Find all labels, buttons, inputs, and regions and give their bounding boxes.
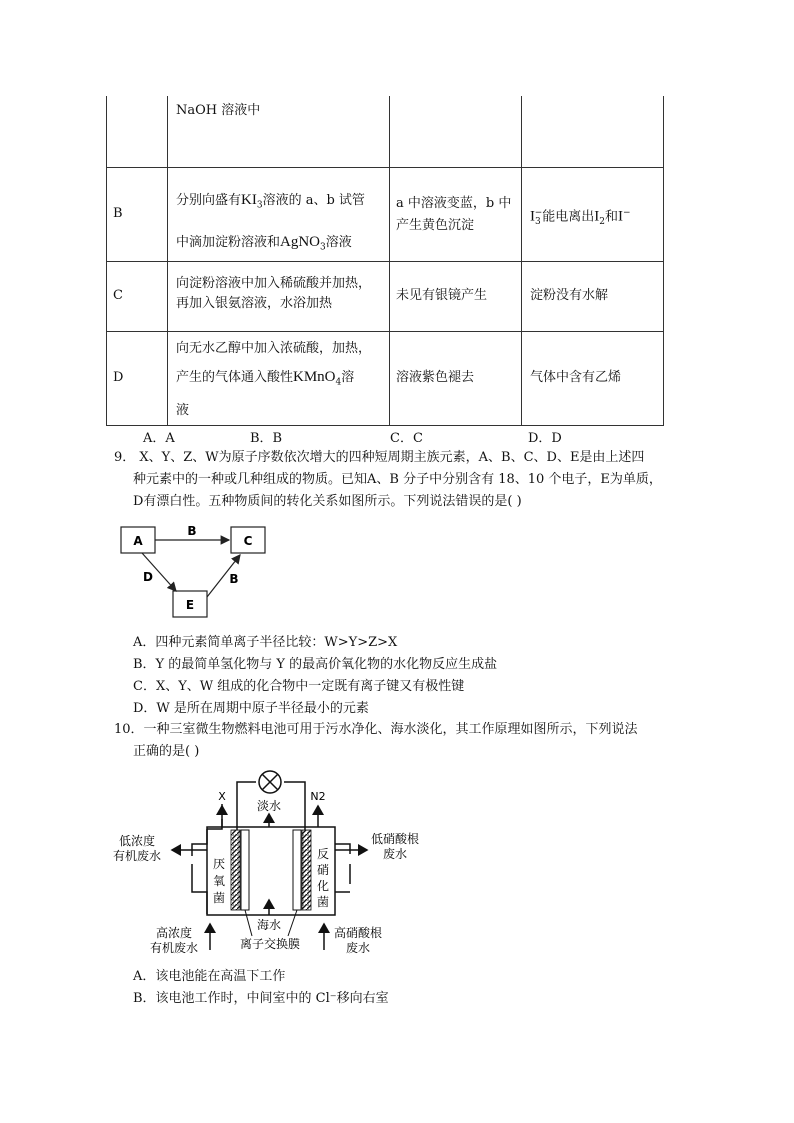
q9-option-b: B．Y 的最简单氢化物与 Y 的最高价氧化物的水化物反应生成盐	[133, 657, 498, 672]
label-denitrify-3: 化	[316, 879, 330, 893]
row-label-b: B	[113, 206, 123, 221]
node-c-label: C	[243, 534, 253, 548]
label-high-organic-2: 有机废水	[149, 941, 199, 955]
label-anaerobic-3: 菌	[212, 891, 226, 905]
anode-electrode	[231, 830, 240, 910]
label-high-nitrate-2: 废水	[345, 941, 371, 955]
right-ion-membrane	[293, 830, 301, 910]
label-x: X	[218, 790, 226, 803]
label-denitrify-2: 硝	[316, 863, 330, 877]
label-low-organic-1: 低浓度	[118, 834, 156, 848]
q10-fuel-cell-diagram	[112, 764, 432, 964]
row-label-d: D	[113, 370, 124, 385]
q9-stem-line2: 种元素中的一种或几种组成的物质。已知A、B 分子中分别含有 18、10 个电子，E为单质，	[133, 472, 662, 487]
label-ion-exchange-membrane: 离子交换膜	[239, 937, 301, 951]
cell-method-top: NaOH 溶液中	[176, 103, 261, 118]
q10-stem-line1: 10．一种三室微生物燃料电池可用于污水净化、海水淡化，其工作原理如图所示，下列说法	[114, 722, 638, 737]
edge-label-ac: B	[187, 524, 197, 538]
cell-method-c: 向淀粉溶液中加入稀硫酸并加热， 再加入银氨溶液，水浴加热	[176, 276, 372, 311]
q10-option-b: B．该电池工作时，中间室中的 Cl⁻移向右室	[133, 991, 389, 1006]
q10-stem-line2: 正确的是( )	[133, 744, 200, 759]
edge-label-ec: B	[229, 572, 239, 586]
cell-method-d: 向无水乙醇中加入浓硫酸，加热， 产生的气体通入酸性KMnO$_4$溶 液	[176, 341, 372, 418]
label-low-organic-2: 有机废水	[112, 849, 162, 863]
label-denitrify-4: 菌	[316, 895, 330, 909]
row-label-c: C	[113, 288, 123, 303]
label-denitrify-1: 反	[316, 847, 330, 861]
q8-option-a: A．A	[143, 431, 175, 446]
label-low-nitrate-2: 废水	[382, 847, 408, 861]
label-high-organic-1: 高浓度	[155, 926, 193, 940]
cell-phenomenon-c: 未见有银镜产生	[396, 288, 488, 303]
cell-phenomenon-b: a 中溶液变蓝，b 中 产生黄色沉淀	[396, 196, 512, 233]
q8-option-b: B．B	[250, 431, 283, 446]
q9-option-a: A．四种元素简单离子半径比较：W>Y>Z>X	[133, 635, 398, 650]
wire-left	[237, 782, 256, 832]
q8-option-c: C．C	[390, 431, 423, 446]
label-anaerobic-1: 厌	[212, 857, 226, 871]
cell-method-b: 分别向盛有$KI_3$溶液的 a、b 试管 中滴加淀粉溶液和AgNO$_3$溶液	[176, 192, 365, 253]
cell-conclusion-d: 气体中含有乙烯	[530, 370, 622, 385]
label-low-nitrate-1: 低硝酸根	[370, 832, 420, 846]
cathode-electrode	[302, 830, 311, 910]
cell-conclusion-c: 淀粉没有水解	[530, 288, 609, 303]
cell-body	[207, 827, 335, 915]
label-fresh-water: 淡水	[256, 799, 282, 813]
q9-stem-line1: 9． X、Y、Z、W为原子序数依次增大的四种短周期主族元素，A、B、C、D、E是由上述四	[114, 450, 645, 465]
q10-option-a: A．该电池能在高温下工作	[133, 969, 286, 984]
left-ion-membrane	[241, 830, 249, 910]
q8-option-d: D．D	[528, 431, 562, 446]
q9-conversion-diagram	[110, 515, 290, 625]
q9-option-d: D．W 是所在周期中原子半径最小的元素	[133, 701, 369, 716]
cell-conclusion-b: $I_3^-$能电离出$I_2$和I−	[530, 208, 631, 227]
label-n2: N2	[310, 790, 326, 803]
edge-label-ae: D	[143, 570, 153, 584]
label-anaerobic-2: 氧	[212, 874, 226, 888]
node-a-label: A	[133, 534, 143, 548]
cell-phenomenon-d: 溶液紫色褪去	[396, 370, 475, 385]
q9-stem-line3: D有漂白性。五种物质间的转化关系如图所示。下列说法错误的是( )	[133, 494, 522, 509]
node-e-label: E	[185, 598, 195, 612]
wire-right	[284, 782, 305, 832]
label-high-nitrate-1: 高硝酸根	[333, 926, 383, 940]
q9-option-c: C．X、Y、W 组成的化合物中一定既有离子键又有极性键	[133, 679, 465, 694]
label-seawater: 海水	[256, 918, 282, 932]
